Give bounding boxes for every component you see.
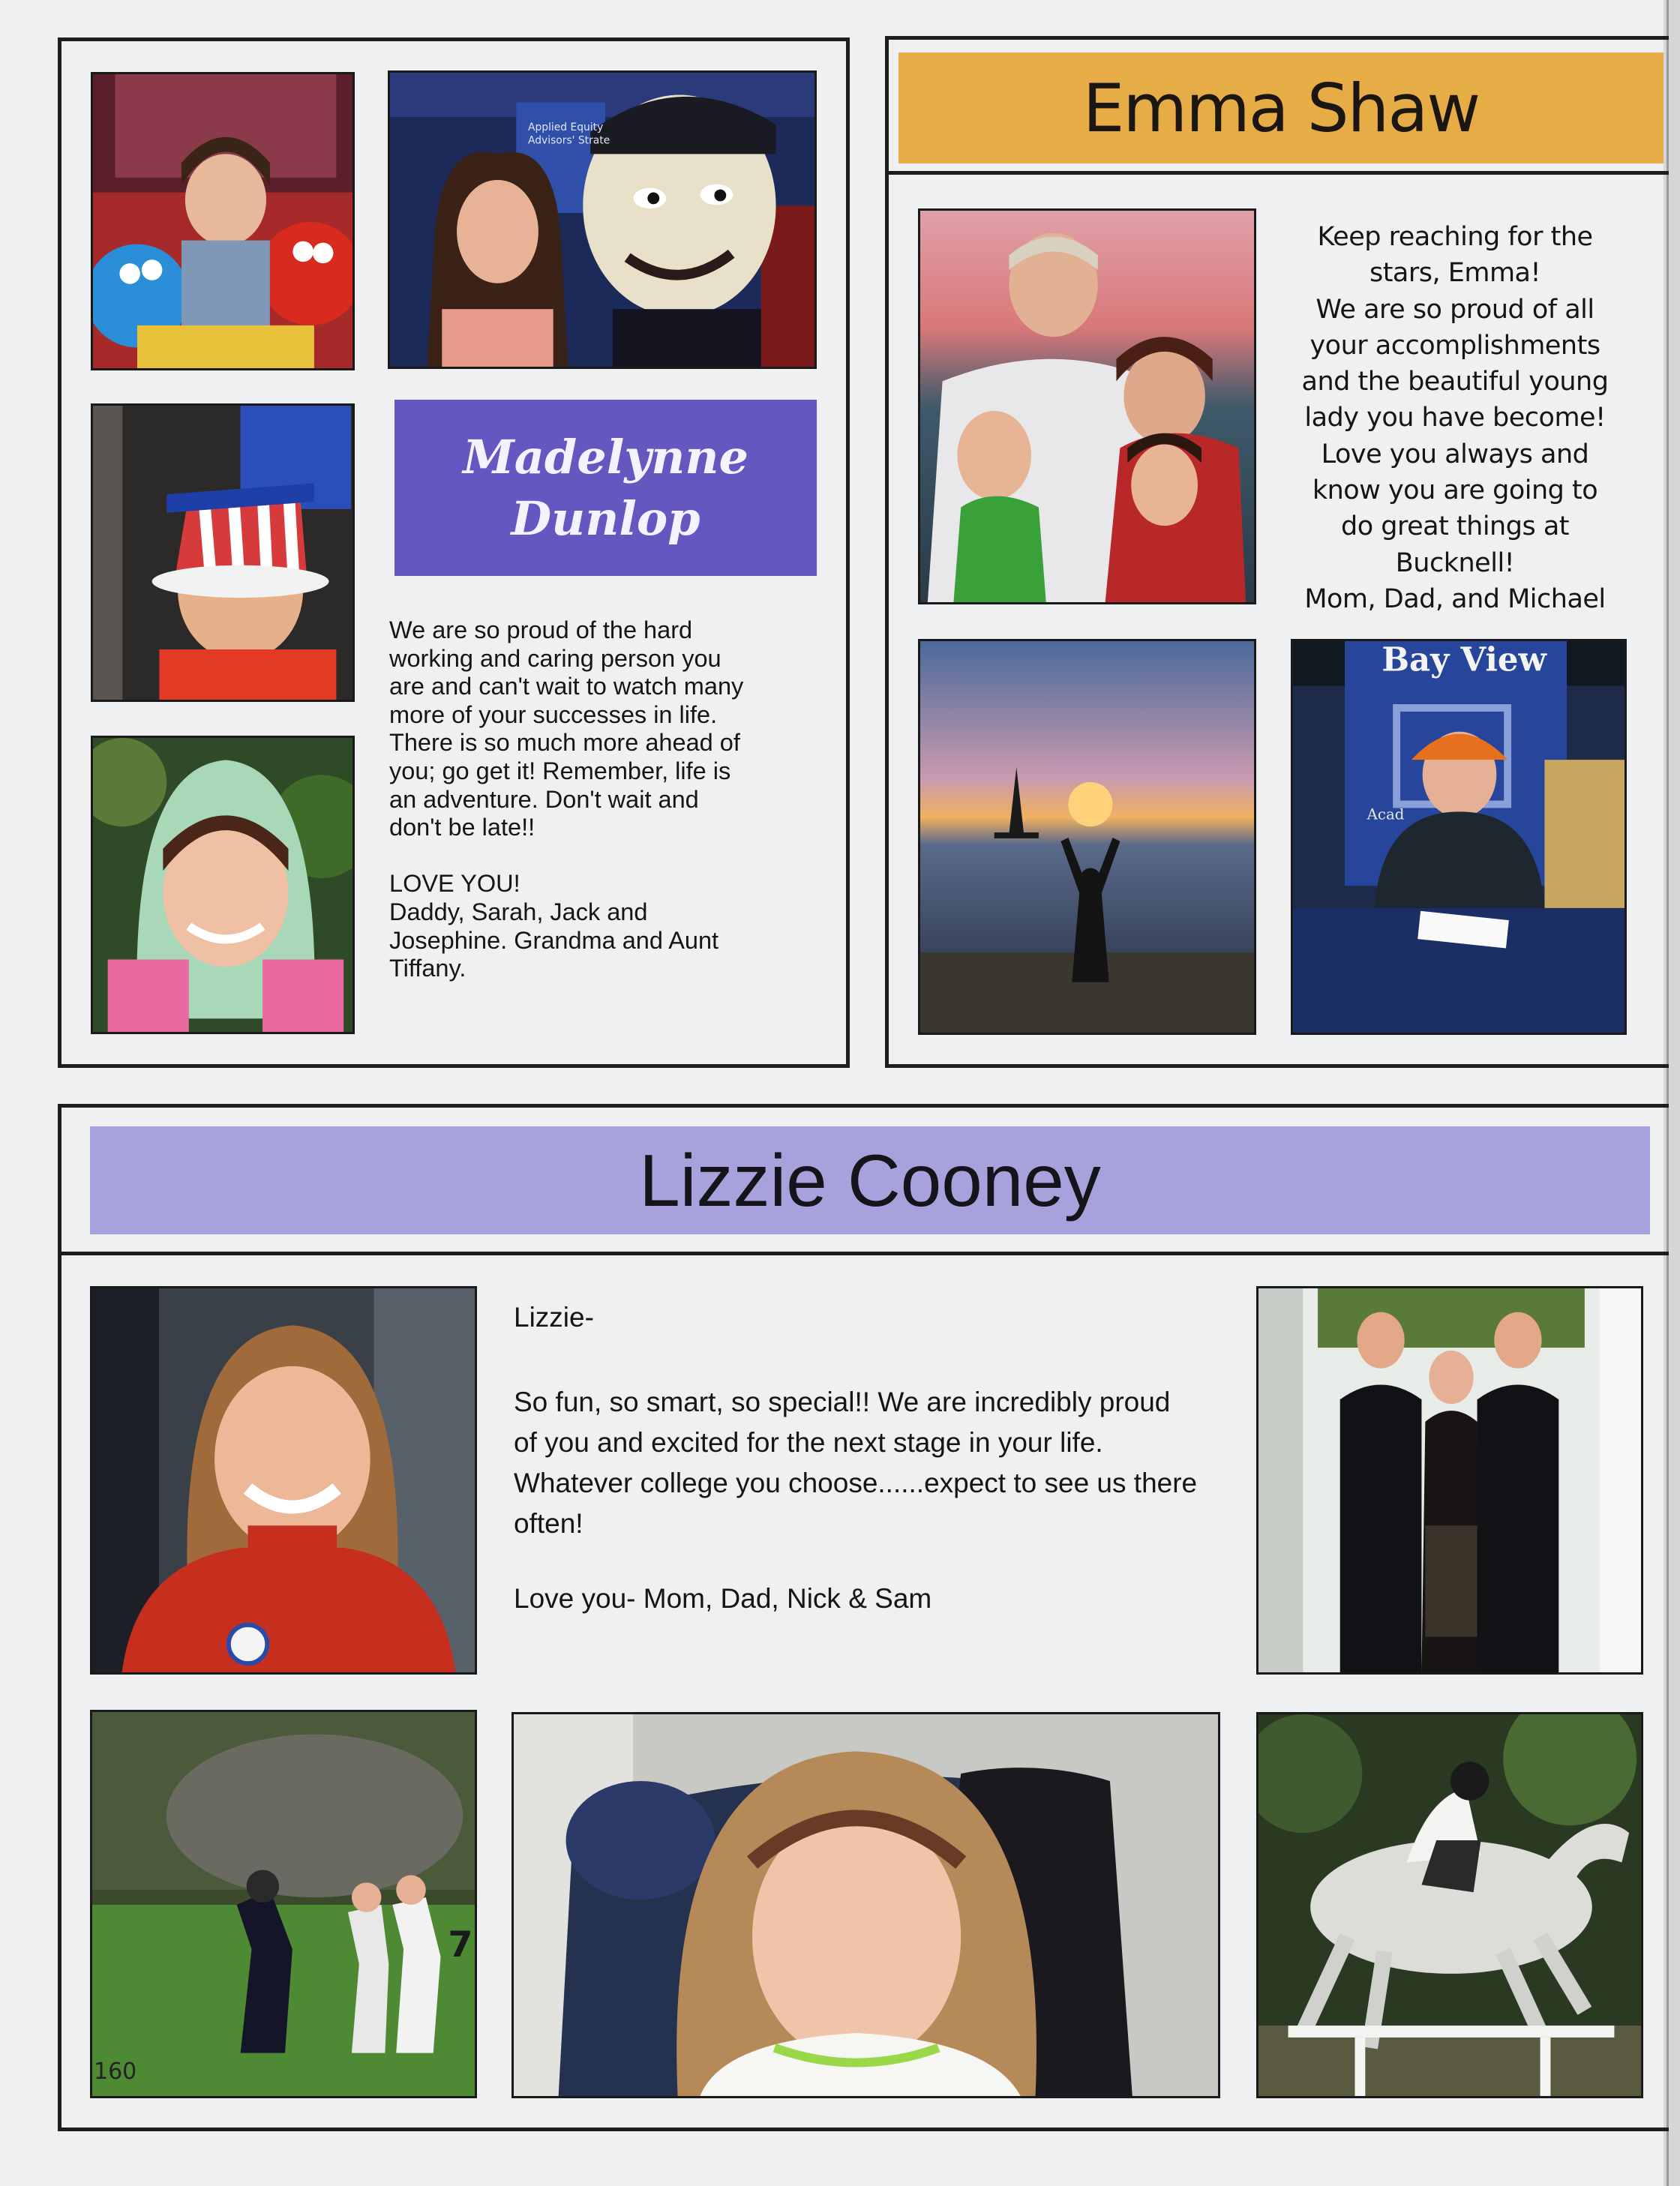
madelynne-name-last: Dunlop [511,490,700,546]
lizzie-banner-rule [62,1252,1669,1255]
lizzie-name-banner [90,1126,1650,1234]
lizzie-message: So fun, so smart, so special!! We are incredibly proud of you and excited for the next stage in your life. Whatever college you choose......expect to see us there often! [514,1387,1198,1539]
lizzie-photo-lacrosse [90,1710,477,2098]
madelynne-photo-green-hood [91,736,355,1034]
emma-photo-signing [1291,639,1627,1035]
page-number: 160 [94,2059,137,2085]
madelynne-name-first: Madelynne [463,429,748,484]
lizzie-photo-horse [1256,1712,1643,2098]
lizzie-salutation: Lizzie- [514,1302,594,1333]
emma-banner-rule [889,171,1669,175]
sign-acad-text: Acad [1366,805,1405,823]
lizzie-signoff: Love you- Mom, Dad, Nick & Sam [514,1583,932,1614]
madelynne-photo-mascot [388,70,817,369]
emma-name-banner [898,52,1664,163]
madelynne-photo-toddler-elmo [91,72,355,370]
emma-photo-beach-sunset [918,639,1256,1035]
lizzie-photo-formal [1256,1286,1643,1675]
sign-bay-view-text: Bay View [1382,641,1546,679]
emma-photo-family-sunset [918,208,1256,604]
madelynne-name-banner [394,400,817,576]
emma-name: Emma Shaw [1082,69,1480,147]
mascot-poster-text: Applied Equity Advisors' Strate [528,121,610,147]
lizzie-photo-red-sweater [90,1286,477,1675]
lizzie-name: Lizzie Cooney [639,1138,1101,1222]
madelynne-photo-top-hat [91,403,355,702]
lizzie-photo-childhood [512,1712,1220,2098]
emma-message: Keep reaching for the stars, Emma! We are so proud of all your accomplishments and the beautiful young lady you have become! Love you always and know you are going to do great things at Bucknell! Mom, Dad, and Michael [1301,222,1609,614]
jersey-number: 7 [448,1924,473,1966]
madelynne-message: We are so proud of the hard working and caring person you are and can't wait to watch many more of your successes in life. There is so much more ahead of you; go get it! Remember, life is an adventure. Don't wait and don't be late!! LOVE YOU! Daddy, Sarah, Jack and Josephine. Grandma and Aunt Tiffany. [389,616,744,982]
